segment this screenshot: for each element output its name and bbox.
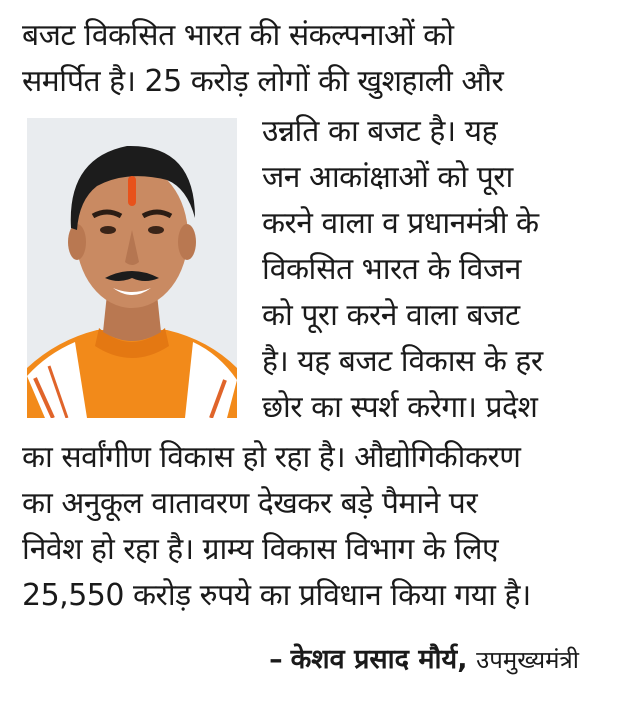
article-line-11: का अनुकूल वातावरण देखकर बड़े पैमाने पर [22,486,478,521]
article-line-6: विकसित भारत के विजन [262,252,521,287]
article-line-5: करने वाला व प्रधानमंत्री के [262,206,539,241]
attribution [269,640,579,680]
attribution-dash: – [269,644,283,675]
article-line-3: उन्नति का बजट है। यह [262,114,498,149]
article-line-7: को पूरा करने वाला बजट [262,298,520,333]
article-line-12: निवेश हो रहा है। ग्राम्य विकास विभाग के लिए [22,532,499,567]
article-line-13: 25,550 करोड़ रुपये का प्रविधान किया गया है। [22,578,531,613]
article-line-4: जन आकांक्षाओं को पूरा [262,160,513,195]
attribution-name: केशव प्रसाद मौर्य, [290,644,468,675]
article-line-9: छोर का स्पर्श करेगा। प्रदेश [262,390,538,425]
article-line-8: है। यह बजट विकास के हर [262,344,543,379]
article-line-2: समर्पित है। 25 करोड़ लोगों की खुशहाली और [22,64,504,99]
portrait-photo-icon [27,118,237,418]
article-line-10: का सर्वांगीण विकास हो रहा है। औद्योगिकीकरण [22,440,521,475]
article-line-1: बजट विकसित भारत की संकल्पनाओं को [22,18,454,53]
attribution-title: उपमुख्यमंत्री [476,646,579,674]
portrait-illustration [27,118,237,418]
